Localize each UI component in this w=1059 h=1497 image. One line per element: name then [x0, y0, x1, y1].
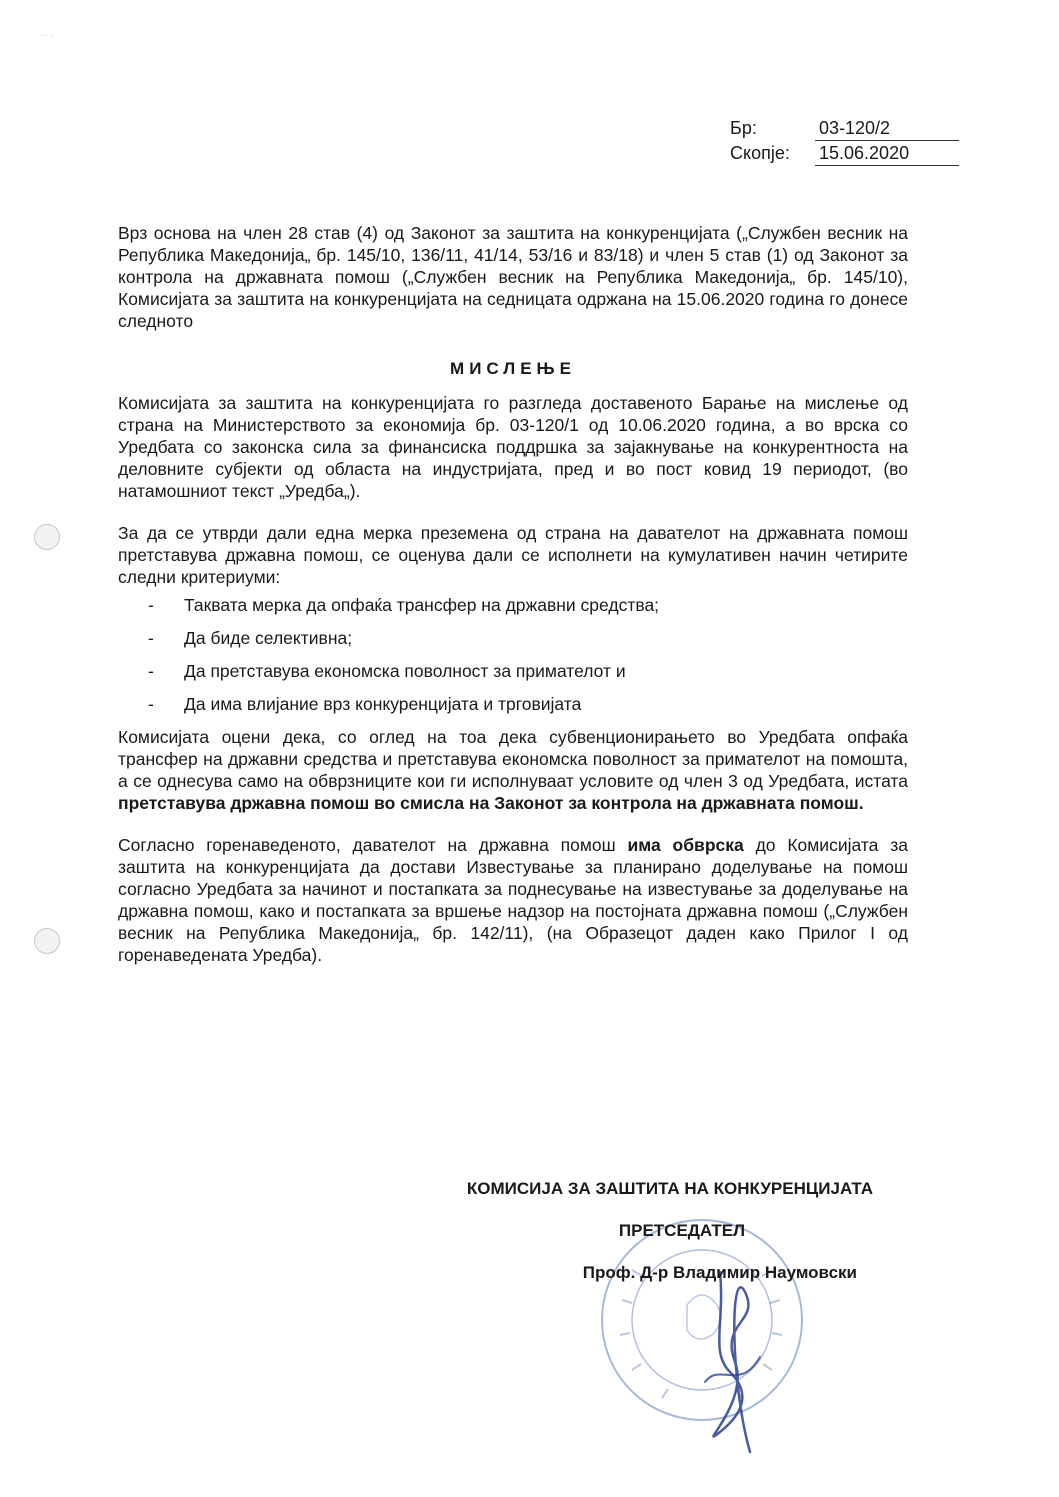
scan-artifact: ·· · [40, 30, 53, 41]
paragraph-assessment: Комисијата оцени дека, со оглед на тоа дека субвенционирањето во Уредбата опфаќа трансфер на државни средства и претставува економска поволност за примателот на помошта, а се однесува само на обврзниците кои ги исполнуваат условите од член 3 од Уредбата, истата претставува државна помош во смисла на Законот за контрола на државната помош. [118, 727, 908, 813]
date-value: 15.06.2020 [815, 141, 959, 166]
dash-bullet-icon: - [148, 694, 154, 714]
obligation-emphasis: има обврска [627, 835, 744, 855]
number-label: Бр: [730, 118, 757, 138]
reference-block [730, 116, 959, 166]
punch-hole-icon [34, 524, 60, 550]
paragraph-criteria-intro: За да се утврди дали една мерка преземена од страна на давателот на државната помош претставува државна помош, се оценува дали се исполнети на кумулативен начин четирите следни критериуми: [118, 523, 908, 587]
assessment-conclusion: претставува државна помош во смисла на Законот за контрола на државната помош. [118, 793, 864, 813]
dash-bullet-icon: - [148, 661, 154, 681]
dash-bullet-icon: - [148, 595, 154, 615]
signature-block [398, 1178, 873, 1304]
list-item: - Таквата мерка да опфаќа трансфер на државни средства; [148, 595, 660, 615]
reference-number-row [730, 116, 959, 141]
document-title: МИСЛЕЊЕ [450, 359, 576, 378]
criteria-list [118, 594, 908, 715]
list-item: - Да претставува економска поволност за примателот и [148, 661, 626, 681]
punch-hole-icon [34, 928, 60, 954]
list-item: - Да има влијание врз конкуренцијата и трговијата [148, 694, 582, 714]
dash-bullet-icon: - [148, 628, 154, 648]
institution-name: КОМИСИЈА ЗА ЗАШТИТА НА КОНКУРЕНЦИЈАТА [466, 1179, 873, 1198]
city-label: Скопје: [730, 143, 790, 163]
signatory-name: Проф. Д-р Владимир Наумовски [582, 1263, 857, 1282]
paragraph-request: Комисијата за заштита на конкуренцијата го разгледа доставеното Барање на мислење од страна на Министерството за економија бр. 03-120/1 од 10.06.2020 година, а во врска со Уредбата со законска сила за финансиска поддршка за зајакнување на конкурентноста на деловните субјекти од областа на индустријата, пред и во пост ковид 19 периодот, (во натамошниот текст „Уредба„). [118, 393, 908, 501]
number-value: 03-120/2 [815, 116, 959, 141]
signatory-role: ПРЕТСЕДАТЕЛ [618, 1221, 745, 1240]
paragraph-obligation: Согласно горенаведеното, давателот на државна помош има обврска до Комисијата за заштита на конкуренцијата да достави Известување за планирано доделување на помош согласно Уредбата за начинот и постапката за поднесување на известување за доделување на државна помош, како и постапката за вршење надзор на постојната државна помош („Службен весник на Република Македонија„ бр. 142/11), (на Образецот даден како Прилог I од горенаведената Уредба). [118, 835, 908, 965]
reference-date-row [730, 141, 959, 166]
list-item: - Да биде селективна; [148, 628, 353, 648]
document-body [118, 222, 908, 976]
intro-paragraph: Врз основа на член 28 став (4) од Законот за заштита на конкуренцијата („Службен весник на Република Македонија„ бр. 145/10, 136/11, 41/14, 53/16 и 83/18) и член 5 став (1) од Законот за контрола на државната помош („Службен весник на Република Македонија„ бр. 145/10), Комисијата за заштита на конкуренцијата на седницата одржана на 15.06.2020 година го донесе следното [118, 223, 908, 331]
